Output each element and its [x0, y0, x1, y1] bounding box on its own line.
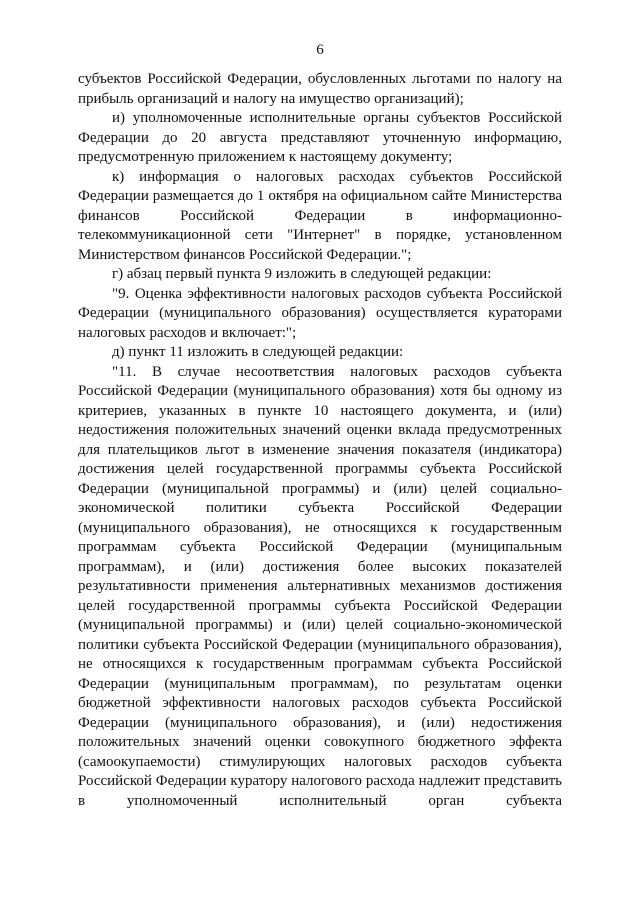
paragraph-item-g: г) абзац первый пункта 9 изложить в следующей редакции:: [112, 266, 492, 282]
paragraph-item-k: к) информация о налоговых расходах субъектов Российской Федерации размещается до 1 октября на официальном сайте Министерства финансов Российской Федерации в информационно-телекоммуникационной сети "Интернет" в порядке, установленном Министерством финансов Российской Федерации.";: [78, 168, 562, 263]
paragraph-item-i: и) уполномоченные исполнительные органы субъектов Российской Федерации до 20 августа представляют уточненную информацию, предусмотренную приложением к настоящему документу;: [78, 110, 562, 165]
paragraph-point-11: "11. В случае несоответствия налоговых расходов субъекта Российской Федерации (муниципального образования) хотя бы одному из критериев, указанных в пункте 10 настоящего документа, и (или) недостижения положительных значений оценки вклада предусмотренных для плательщиков льгот в изменение значения показателя (индикатора) достижения целей государственной программы субъекта Российской Федерации (муниципальной программы) и (или) целей социально-экономической политики субъекта Российской Федерации (муниципального образования), не относящихся к государственным программам субъекта Российской Федерации (муниципальным программам), и (или) достижения более высоких показателей результативности применения альтернативных механизмов достижения целей государственной программы субъекта Российской Федерации (муниципальной программы) и (или) целей социально-экономической политики субъекта Российской Федерации (муниципального образования), не относящихся к государственным программам субъекта Российской Федерации (муниципальным программам), по результатам оценки бюджетной эффективности налоговых расходов субъекта Российской Федерации (муниципального образования), и (или) недостижения положительных значений оценки совокупного бюджетного эффекта (самоокупаемости) стимулирующих налоговых расходов субъекта Российской Федерации куратору налогового расхода надлежит представить в уполномоченный исполнительный орган субъекта: [78, 363, 562, 809]
document-body: [78, 70, 562, 811]
paragraph-item-d: д) пункт 11 изложить в следующей редакции:: [112, 344, 404, 360]
paragraph-point-9: "9. Оценка эффективности налоговых расходов субъекта Российской Федерации (муниципального образования) осуществляется кураторами налоговых расходов и включает:";: [78, 285, 562, 341]
paragraph-continuation: субъектов Российской Федерации, обусловленных льготами по налогу на прибыль организаций и налогу на имущество организаций);: [78, 71, 562, 107]
page-number: 6: [316, 42, 324, 58]
